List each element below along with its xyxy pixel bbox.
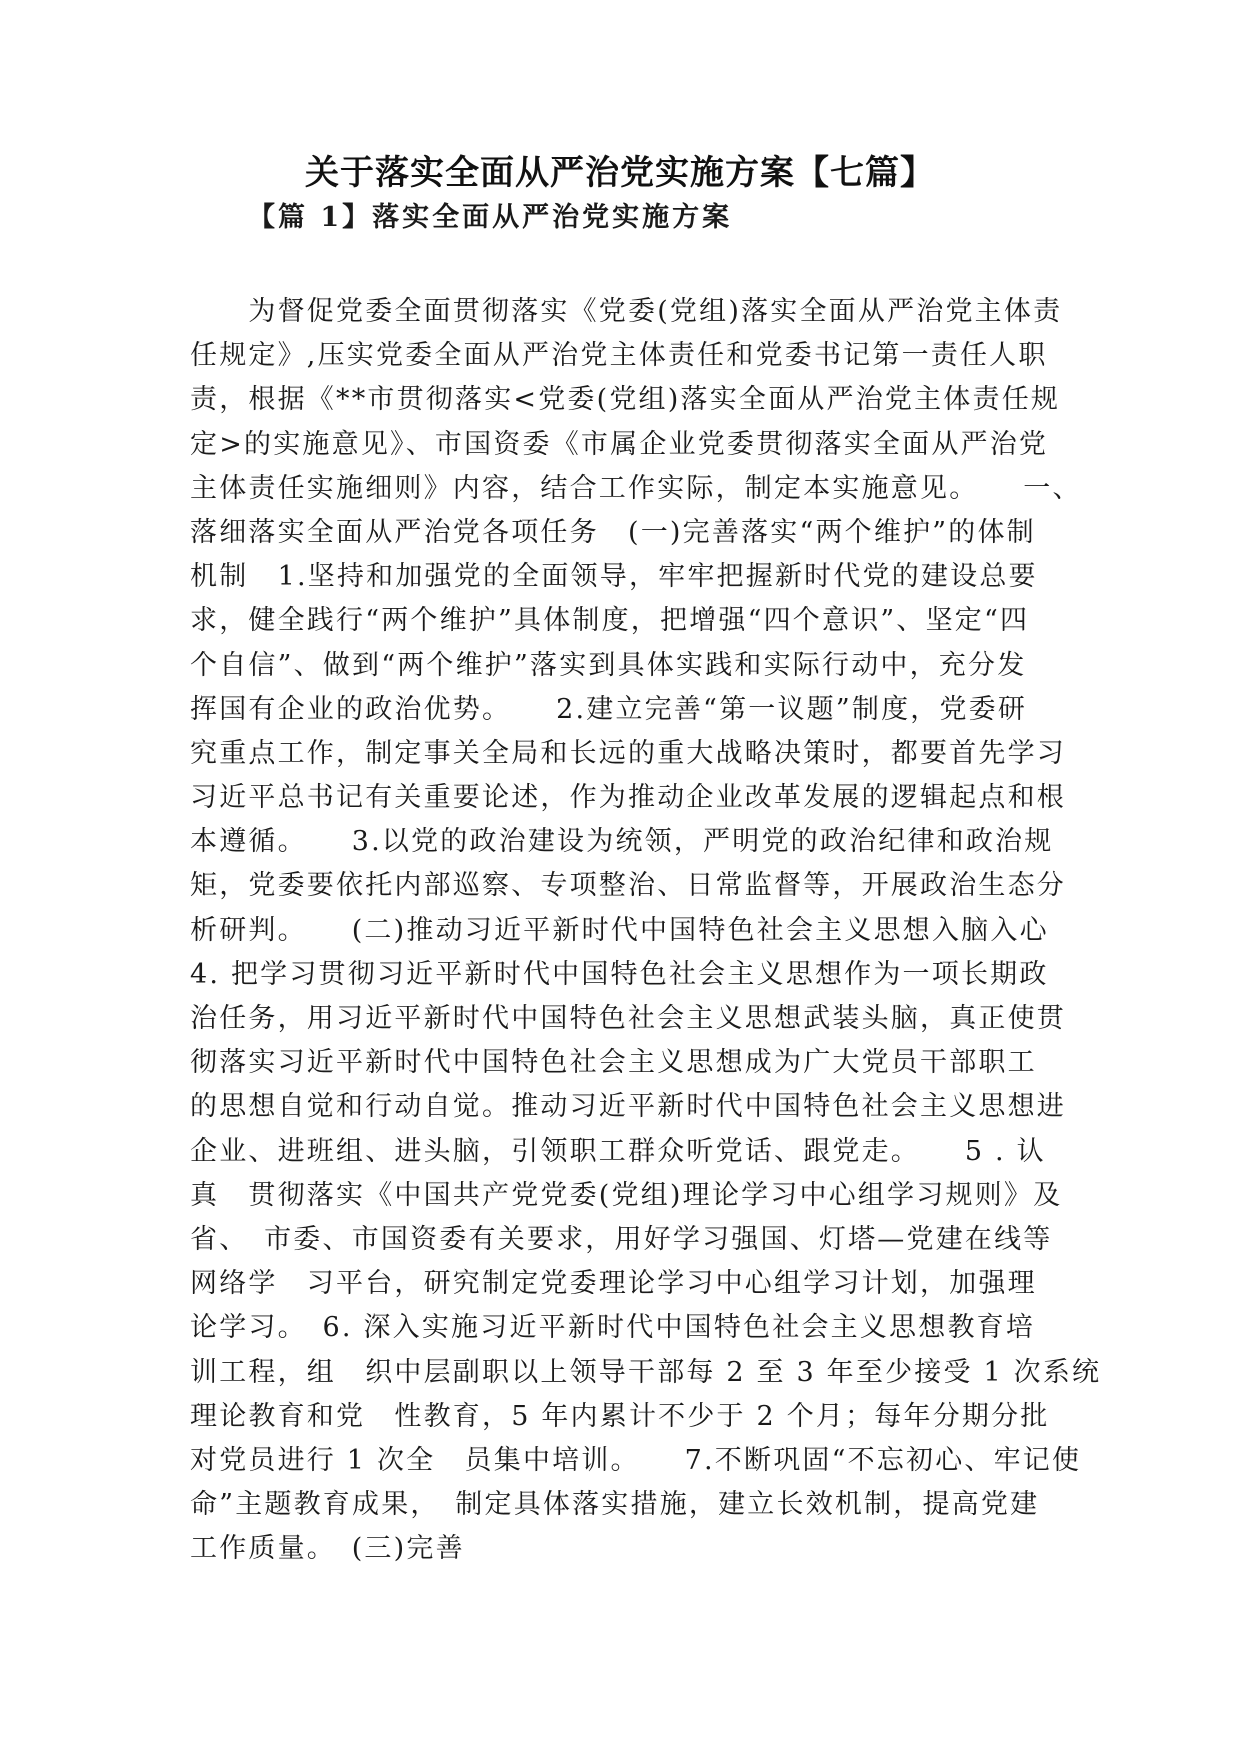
body-line: 本遵循。 3.以党的政治建设为统领，严明党的政治纪律和政治规: [190, 826, 1054, 858]
body-line: 治任务，用习近平新时代中国特色社会主义思想武装头脑，真正使贯: [190, 1003, 1066, 1034]
body-line: 习近平总书记有关重要论述，作为推动企业改革发展的逻辑起点和根: [190, 782, 1066, 814]
body-line: 个自信”、做到“两个维护”落实到具体实践和实际行动中，充分发: [190, 649, 1027, 681]
body-line: 企业、进班组、进头脑，引领职工群众听党话、跟党走。 5 . 认: [190, 1135, 1046, 1167]
body-line: 理论教育和党 性教育，5 年内累计不少于 2 个月；每年分期分批: [190, 1400, 1050, 1432]
body-line: 求，健全践行“两个维护”具体制度，把增强“四个意识”、坚定“四: [190, 605, 1030, 637]
body-line: 真 贯彻落实《中国共产党党委(党组)理论学习中心组学习规则》及: [190, 1179, 1063, 1211]
body-line: 究重点工作，制定事关全局和长远的重大战略决策时，都要首先学习: [190, 737, 1066, 769]
body-line: 工作质量。 (三)完善: [190, 1533, 465, 1565]
body-line: 任规定》,压实党委全面从严治党主体责任和党委书记第一责任人职: [190, 340, 1048, 372]
body-line: 4. 把学习贯彻习近平新时代中国特色社会主义思想作为一项长期政: [190, 958, 1049, 990]
body-line: 析研判。 (二)推动习近平新时代中国特色社会主义思想入脑入心: [190, 914, 1049, 946]
body-line: 论学习。 6. 深入实施习近平新时代中国特色社会主义思想教育培: [190, 1312, 1036, 1344]
body-line: 落细落实全面从严治党各项任务 (一)完善落实“两个维护”的体制: [190, 516, 1036, 548]
body-line: 命”主题教育成果， 制定具体落实措施，建立长效机制，提高党建: [190, 1489, 1040, 1521]
section-heading: 【篇 1】落实全面从严治党实施方案: [248, 202, 733, 233]
body-line: 训工程，组 织中层副职以上领导干部每 2 至 3 年至少接受 1 次系统: [190, 1356, 1102, 1388]
body-line: 责，根据《**市贯彻落实<党委(党组)落实全面从严治党主体责任规: [190, 384, 1061, 416]
body-line: 省、 市委、市国资委有关要求，用好学习强国、灯塔—党建在线等: [190, 1223, 1053, 1255]
body-line: 矩，党委要依托内部巡察、专项整治、日常监督等，开展政治生态分: [190, 870, 1066, 902]
body-line: 的思想自觉和行动自觉。推动习近平新时代中国特色社会主义思想进: [190, 1091, 1066, 1123]
body-line: 挥国有企业的政治优势。 2.建立完善“第一议题”制度，党委研: [190, 693, 1028, 725]
body-line: 主体责任实施细则》内容，结合工作实际，制定本实施意见。 一、: [190, 472, 1082, 504]
body-line: 定>的实施意见》、市国资委《市属企业党委贯彻落实全面从严治党: [190, 428, 1049, 460]
body-line: 机制 1.坚持和加强党的全面领导，牢牢把握新时代党的建设总要: [190, 561, 1038, 593]
document-title: 关于落实全面从严治党实施方案【七篇】: [305, 153, 935, 193]
body-line: 对党员进行 1 次全 员集中培训。 7.不断巩固“不忘初心、牢记使: [190, 1444, 1082, 1476]
body-line: 彻落实习近平新时代中国特色社会主义思想成为广大党员干部职工: [190, 1047, 1037, 1079]
body-paragraph: [190, 290, 1102, 1571]
body-line: 为督促党委全面贯彻落实《党委(党组)落实全面从严治党主体责: [190, 296, 1063, 327]
body-line: 网络学 习平台，研究制定党委理论学习中心组学习计划，加强理: [190, 1268, 1037, 1300]
